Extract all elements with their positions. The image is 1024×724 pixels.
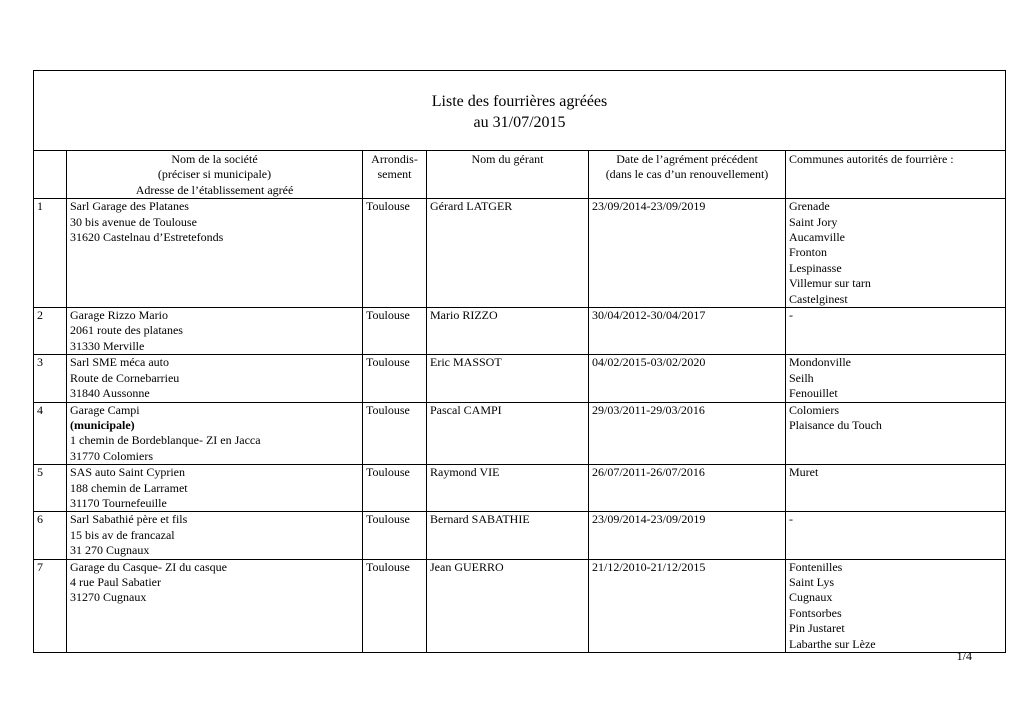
arrondissement-cell: Toulouse [363,308,427,355]
societe-line: (municipale) [70,417,135,432]
commune-item: Saint Jory [789,214,838,229]
arrondissement-cell: Toulouse [363,465,427,512]
table-row [34,308,1006,355]
table-row [34,512,1006,559]
row-number: 1 [34,199,67,308]
commune-item: - [789,308,793,323]
gerant-cell: Raymond VIE [427,465,589,512]
table-row [34,465,1006,512]
communes-cell [786,355,1006,402]
communes-cell [786,465,1006,512]
commune-item: Saint Lys [789,574,835,589]
date-cell: 04/02/2015-03/02/2020 [589,355,786,402]
arrondissement-cell: Toulouse [363,199,427,308]
gerant-cell: Gérard LATGER [427,199,589,308]
societe-line: 31770 Colomiers [70,448,153,463]
communes-cell [786,512,1006,559]
header-societe: Nom de la société (préciser si municipale) Adresse de l’établissement agréé [67,151,363,199]
row-number: 7 [34,559,67,652]
commune-item: Fenouillet [789,386,838,401]
row-number: 4 [34,402,67,465]
header-date: Date de l’agrément précédent (dans le cas d’un renouvellement) [589,151,786,199]
header-communes: Communes autorités de fourrière : [786,151,1006,199]
commune-item: Labarthe sur Lèze [789,636,876,651]
date-cell: 21/12/2010-21/12/2015 [589,559,786,652]
date-cell: 26/07/2011-26/07/2016 [589,465,786,512]
date-cell: 29/03/2011-29/03/2016 [589,402,786,465]
societe-line: Garage du Casque- ZI du casque [70,559,227,574]
commune-item: Castelginest [789,291,848,306]
commune-item: Fontenilles [789,559,843,574]
commune-item: Pin Justaret [789,621,845,636]
societe-line: 31620 Castelnau d’Estretefonds [70,230,224,245]
commune-item: Muret [789,465,819,480]
commune-item: Villemur sur tarn [789,276,871,291]
title-row [34,71,1006,151]
gerant-cell: Bernard SABATHIE [427,512,589,559]
commune-item: Aucamville [789,230,845,245]
date-cell: 23/09/2014-23/09/2019 [589,199,786,308]
commune-item: Fronton [789,245,828,260]
title-line-1: Liste des fourrières agréées [431,92,608,110]
communes-cell [786,402,1006,465]
societe-line: 188 chemin de Larramet [70,480,188,495]
header-num [34,151,67,199]
commune-item: Grenade [789,199,830,214]
gerant-cell: Jean GUERRO [427,559,589,652]
societe-cell [67,559,363,652]
societe-cell [67,355,363,402]
table-row [34,199,1006,308]
header-arrondissement: Arrondis- sement [363,151,427,199]
societe-line: 2061 route des platanes [70,323,183,338]
societe-line: 31840 Aussonne [70,386,150,401]
page-number: 1/4 [956,649,972,663]
societe-line: Garage Campi [70,402,140,417]
row-number: 6 [34,512,67,559]
row-number: 5 [34,465,67,512]
arrondissement-cell: Toulouse [363,355,427,402]
societe-line: SAS auto Saint Cyprien [70,465,186,480]
arrondissement-cell: Toulouse [363,402,427,465]
societe-line: 31170 Tournefeuille [70,495,167,510]
fourrieres-table [33,70,1006,653]
societe-line: 31270 Cugnaux [70,590,147,605]
commune-item: Lespinasse [789,260,842,275]
societe-line: Sarl Garage des Platanes [70,199,189,214]
societe-line: 15 bis av de francazal [70,527,175,542]
commune-item: Cugnaux [789,590,833,605]
gerant-cell: Pascal CAMPI [427,402,589,465]
arrondissement-cell: Toulouse [363,512,427,559]
societe-cell [67,465,363,512]
commune-item: Plaisance du Touch [789,417,882,432]
gerant-cell: Eric MASSOT [427,355,589,402]
arrondissement-cell: Toulouse [363,559,427,652]
communes-cell [786,199,1006,308]
commune-item: Mondonville [789,355,851,370]
societe-line: 31 270 Cugnaux [70,543,150,558]
gerant-cell: Mario RIZZO [427,308,589,355]
date-cell: 30/04/2012-30/04/2017 [589,308,786,355]
societe-line: 4 rue Paul Sabatier [70,574,161,589]
commune-item: - [789,512,793,527]
table-row [34,355,1006,402]
header-gerant: Nom du gérant [427,151,589,199]
societe-line: 30 bis avenue de Toulouse [70,214,197,229]
societe-line: 31330 Merville [70,338,145,353]
societe-cell [67,199,363,308]
row-number: 3 [34,355,67,402]
row-number: 2 [34,308,67,355]
societe-line: Sarl SME méca auto [70,355,169,370]
document-title [34,71,1006,151]
commune-item: Colomiers [789,402,839,417]
communes-cell [786,559,1006,652]
title-line-2: au 31/07/2015 [473,113,566,131]
societe-line: Sarl Sabathié père et fils [70,512,188,527]
societe-line: Route de Cornebarrieu [70,370,180,385]
commune-item: Fontsorbes [789,605,842,620]
societe-cell [67,512,363,559]
societe-cell [67,308,363,355]
societe-line: Garage Rizzo Mario [70,308,168,323]
table-row [34,559,1006,652]
table-row [34,402,1006,465]
header-row [34,151,1006,199]
societe-line: 1 chemin de Bordeblanque- ZI en Jacca [70,433,261,448]
communes-cell [786,308,1006,355]
commune-item: Seilh [789,370,814,385]
societe-cell [67,402,363,465]
date-cell: 23/09/2014-23/09/2019 [589,512,786,559]
